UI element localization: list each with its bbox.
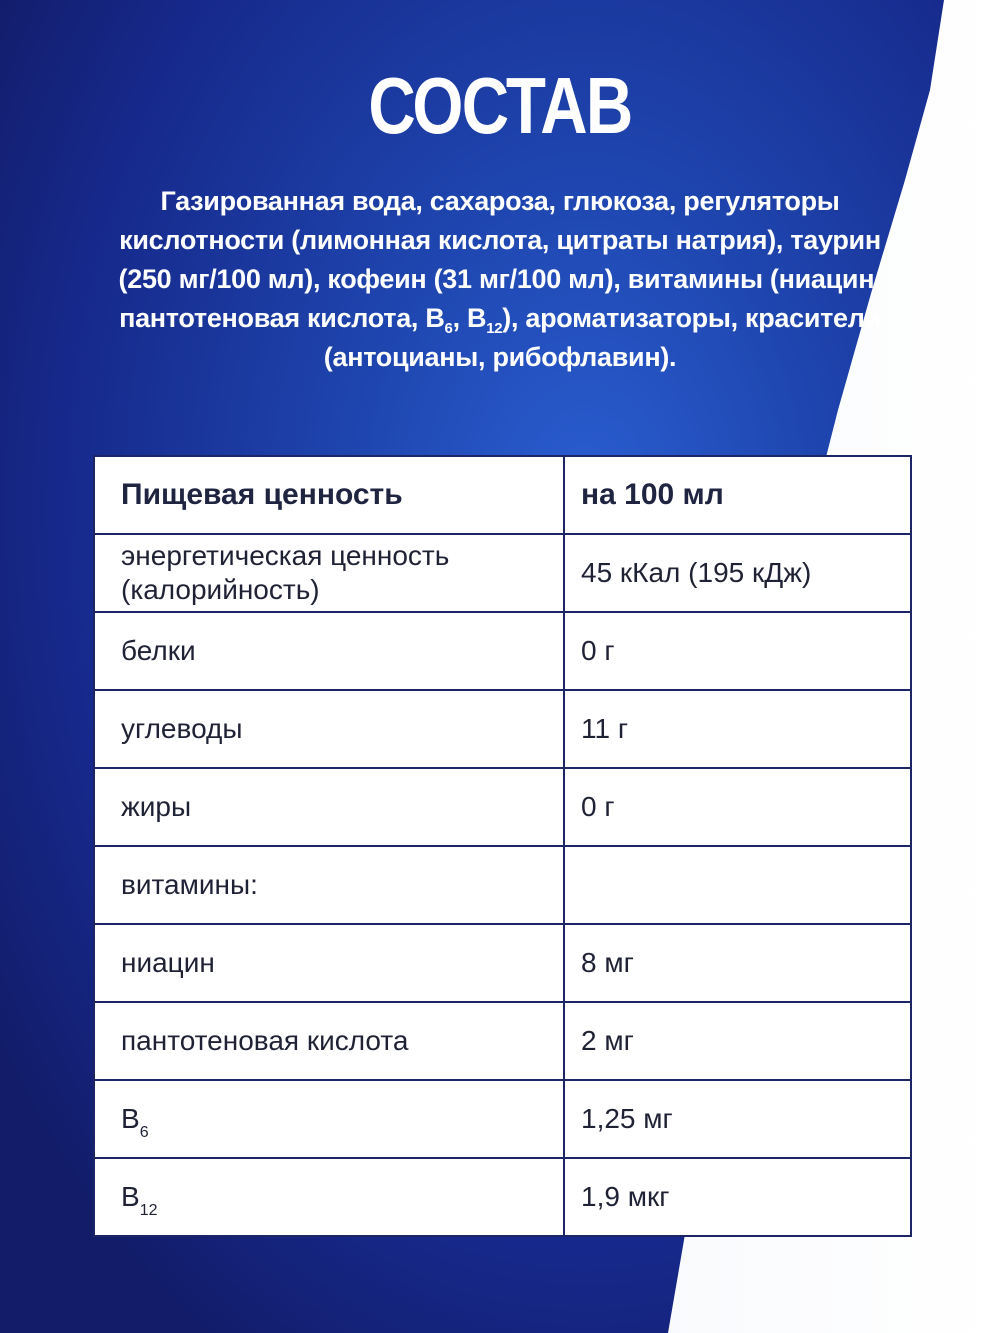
table-row [94, 846, 911, 924]
row-value-carbs: 11 г [564, 690, 911, 768]
table-row [94, 1158, 911, 1236]
row-name-niacin: ниацин [94, 924, 564, 1002]
row-value-niacin: 8 мг [564, 924, 911, 1002]
row-name-b6 [94, 1080, 564, 1158]
row-name-energy: энергетическая ценность (калорийность) [94, 534, 564, 612]
row-value-pantothenic-acid: 2 мг [564, 1002, 911, 1080]
row-name-b6-letter: B [121, 1103, 140, 1134]
page-title: СОСТАВ [368, 61, 632, 150]
row-value-vitamins [564, 846, 911, 924]
row-value-b6: 1,25 мг [564, 1080, 911, 1158]
header-per-100ml: на 100 мл [564, 456, 911, 534]
header-nutrition-value: Пищевая ценность [94, 456, 564, 534]
row-name-vitamins: витамины: [94, 846, 564, 924]
row-name-pantothenic-acid: пантотеновая кислота [94, 1002, 564, 1080]
ingredients-subscript-1: 6 [444, 320, 453, 337]
row-name-protein: белки [94, 612, 564, 690]
table-row [94, 768, 911, 846]
ingredients-subscript-2: 12 [486, 320, 503, 337]
row-name-carbs: углеводы [94, 690, 564, 768]
table-row [94, 534, 911, 612]
table-row [94, 1002, 911, 1080]
row-value-fat: 0 г [564, 768, 911, 846]
row-name-b12 [94, 1158, 564, 1236]
row-name-b12-subscript: 12 [139, 1202, 158, 1219]
ingredients-part-3: ), ароматизаторы, красители (антоцианы, рибофлавин). [323, 303, 881, 372]
table-row [94, 924, 911, 1002]
row-value-b12: 1,9 мкг [564, 1158, 911, 1236]
ingredients-text [100, 182, 900, 377]
row-value-protein: 0 г [564, 612, 911, 690]
ingredients-part-2: , B [452, 303, 487, 333]
ingredients-part-1: Газированная вода, сахароза, глюкоза, регуляторы кислотности (лимонная кислота, цитраты натрия), таурин (250 мг/100 мл), кофеин (31 мг/100 мл), витамины (ниацин, пантотеновая кислота, B [118, 186, 882, 333]
row-name-b6-subscript: 6 [139, 1124, 149, 1141]
nutrition-table-wrapper [93, 455, 910, 1237]
row-name-b12-letter: B [121, 1181, 140, 1212]
table-row [94, 1080, 911, 1158]
table-row [94, 612, 911, 690]
nutrition-table [93, 455, 912, 1237]
table-row [94, 690, 911, 768]
row-name-fat: жиры [94, 768, 564, 846]
table-header-row [94, 456, 911, 534]
row-value-energy: 45 кКал (195 кДж) [564, 534, 911, 612]
